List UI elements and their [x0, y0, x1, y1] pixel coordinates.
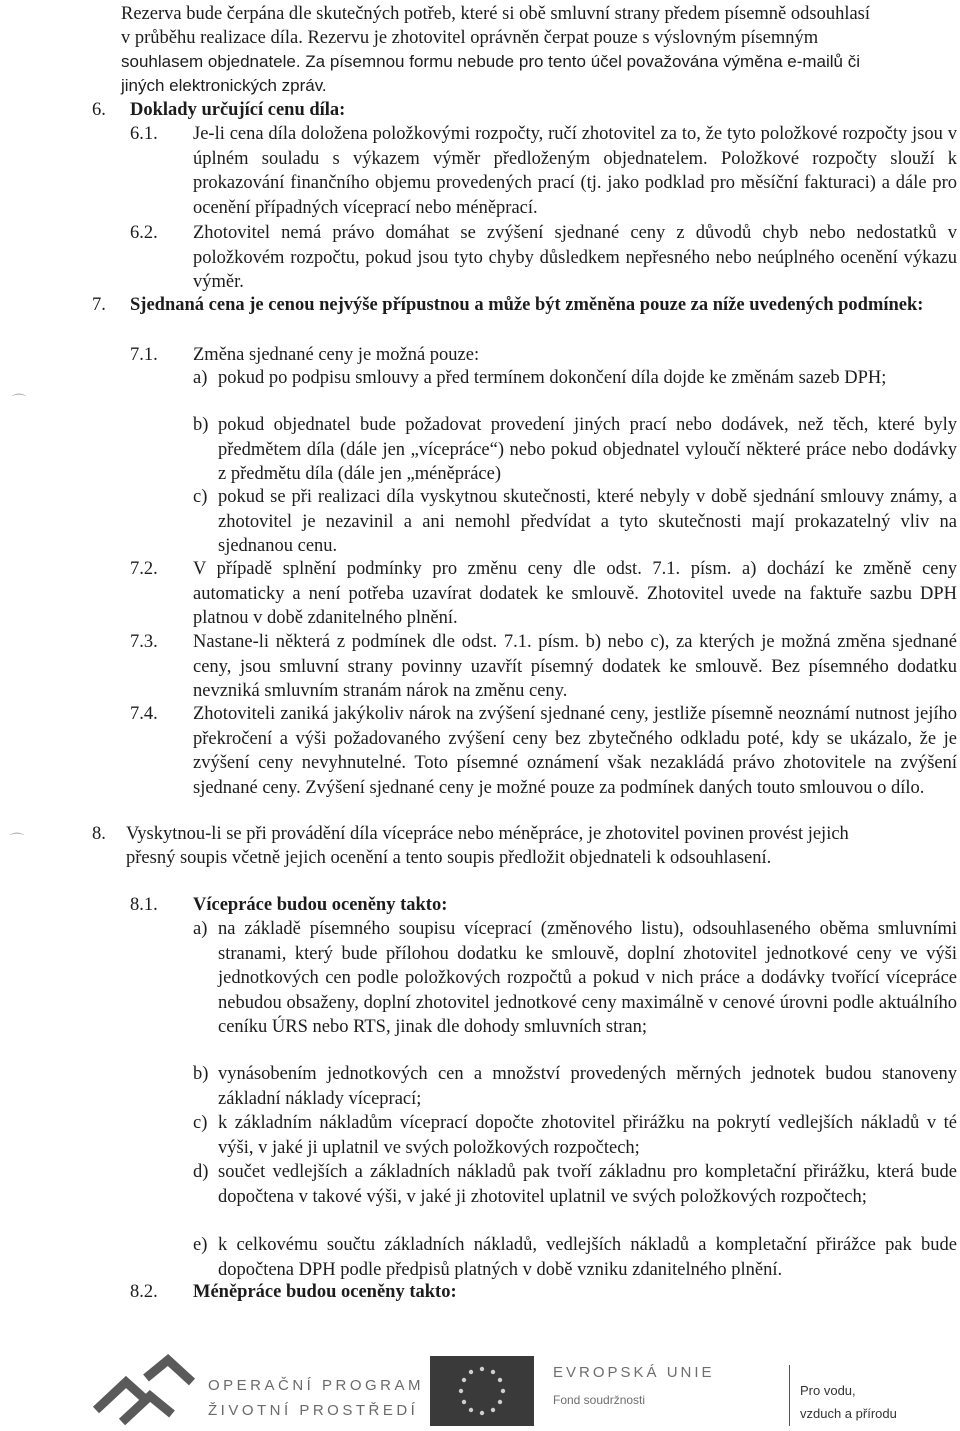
clause-number: 7.2. — [130, 559, 158, 579]
eu-union-title: EVROPSKÁ UNIE — [553, 1364, 715, 1381]
clause-number: 7.3. — [130, 632, 158, 652]
text-line: jiných elektronických zpráv. — [121, 76, 327, 95]
list-label: a) — [193, 919, 208, 939]
clause-number: 7.4. — [130, 704, 158, 724]
clause-text: Zhotovitel nemá právo domáhat se zvýšení sjednané ceny z důvodů chyb nebo nedostatků v položkovém rozpočtu, pokud jsou tyto chyby důsledkem nepřesného nebo neúplného ocenění výkazu výměr. — [193, 223, 957, 292]
list-item: pokud objednatel bude požadovat provedení jiných prací nebo dodávek, než těch, které byly předmětem díla (dále jen „vícepráce“) nebo pokud objednatel vyloučí některé práce nebo dodávky z předmětu díla (dále jen „méněpráce) — [218, 415, 957, 484]
clause-number: 8.1. — [130, 895, 158, 915]
text-line: souhlasem objednatele. Za písemnou formu nebude pro tento účel považována výměna e-mailů či — [121, 52, 860, 71]
slogan-line1: Pro vodu, — [800, 1383, 856, 1398]
list-label: d) — [193, 1162, 209, 1182]
list-label: a) — [193, 368, 208, 388]
op-program-line1: OPERAČNÍ PROGRAM — [208, 1377, 425, 1394]
clause-text: Je-li cena díla doložena položkovými rozpočty, ručí zhotovitel za to, že tyto položkové rozpočty jsou v úplném souladu s výkazem výměr předloženým objednatelem. Položkové rozpočty slouží k prokazování finančního objemu provedených prací (tj. jako podklad pro měsíční fakturaci) a dále pro ocenění případných víceprací nebo méněprací. — [193, 124, 957, 218]
section-number: 6. — [92, 100, 106, 120]
clause-heading: Vícepráce budou oceněny takto: — [193, 895, 448, 915]
list-item: k základním nákladům víceprací dopočte zhotovitel přirážku na pokrytí vedlejších nákladů v té výši, v jaké ji uplatnil ve svých položkových rozpočtech; — [218, 1113, 957, 1158]
op-zp-logo-icon — [88, 1352, 200, 1426]
clause-text: Nastane-li některá z podmínek dle odst. 7.1. písm. b) nebo c), za kterých je možná změna sjednané ceny, jsou smluvní strany povinny uzavřít písemný dodatek ke smlouvě. Bez písemného dodatku nevzniká smluvním stranám nárok na změnu ceny. — [193, 632, 957, 701]
section-number: 7. — [92, 295, 106, 315]
text-line: Vyskytnou-li se při provádění díla vícepráce nebo méněpráce, je zhotovitel povinen provést jejich — [126, 824, 849, 844]
text-line: Rezerva bude čerpána dle skutečných potřeb, které si obě smluvní strany předem písemně odsouhlasí — [121, 4, 871, 24]
eu-flag-icon — [430, 1356, 534, 1426]
section-heading: Sjednaná cena je cenou nejvýše přípustnou a může být změněna pouze za níže uvedených podmínek: — [130, 295, 924, 315]
list-item: pokud se při realizaci díla vyskytnou skutečnosti, které nebyly v době sjednání smlouvy známy, a zhotovitel je nezavinil a ani nemohl předvídat a tyto skutečnosti mají prokazatelný vliv na sjednanou cenu. — [218, 487, 957, 556]
clause-heading: Méněpráce budou oceněny takto: — [193, 1282, 457, 1302]
list-item: pokud po podpisu smlouvy a před termínem dokončení díla dojde ke změnám sazeb DPH; — [218, 368, 887, 388]
clause-text: V případě splnění podmínky pro změnu ceny dle odst. 7.1. písm. a) dochází ke změně ceny automaticky a není potřeba uzavírat dodatek ke smlouvě. Zhotovitel uvede na faktuře sazbu DPH platnou v době zdanitelného plnění. — [193, 559, 957, 628]
list-item: na základě písemného soupisu víceprací (změnového listu), odsouhlaseného oběma smluvními stranami, který bude přílohou dodatku ke smlouvě, doplní zhotovitel jednotkové ceny ve výši jednotkových cen podle položkových rozpočtů a pokud v nich práce a dodávky tvořící vícepráce nebudou obsaženy, doplní zhotovitel jednotkové ceny maximálně v cenové úrovni podle aktuálního ceníku ÚRS nebo RTS, jinak dle dohody smluvních stran; — [218, 919, 957, 1037]
clause-text: Zhotoviteli zaniká jakýkoliv nárok na zvýšení sjednané ceny, jestliže písemně neoznámí nutnost jejího překročení a výši požadovaného zvýšení ceny bez zbytečného odkladu poté, kdy se ukázalo, že je zvýšení ceny nevyhnutelné. Toto písemné oznámení však nezakládá právo zhotovitele na zvýšení sjednané ceny. Zvýšení sjednané ceny je možné pouze za podmínek daných touto smlouvou o dílo. — [193, 704, 957, 798]
eu-fund-subtitle: Fond soudržnosti — [553, 1393, 646, 1407]
clause-text: Změna sjednané ceny je možná pouze: — [193, 345, 480, 365]
section-number: 8. — [92, 824, 106, 844]
list-label: b) — [193, 1064, 209, 1084]
op-program-line2: ŽIVOTNÍ PROSTŘEDÍ — [208, 1402, 419, 1419]
list-item: k celkovému součtu základních nákladů, vedlejších nákladů a kompletační přirážce pak bude dopočtena DPH podle předpisů platných v době vzniku zdanitelného plnění. — [218, 1235, 957, 1280]
clause-number: 6.2. — [130, 223, 158, 243]
clause-number: 6.1. — [130, 124, 158, 144]
clause-number: 8.2. — [130, 1282, 158, 1302]
list-label: c) — [193, 487, 208, 507]
list-label: e) — [193, 1235, 208, 1255]
text-line: v průběhu realizace díla. Rezervu je zhotovitel oprávněn čerpat pouze s výslovným písemným — [121, 28, 819, 48]
list-item: součet vedlejších a základních nákladů pak tvoří základnu pro kompletační přirážku, která bude dopočtena v takové výši, v jaké ji zhotovitel uplatnil ve svých položkových rozpočtech; — [218, 1162, 957, 1207]
list-label: c) — [193, 1113, 208, 1133]
list-item: vynásobením jednotkových cen a množství provedených měrných jednotek budou stanoveny základní náklady víceprací; — [218, 1064, 957, 1109]
slogan-line2: vzduch a přírodu — [800, 1406, 897, 1421]
section-heading: Doklady určující cenu díla: — [130, 100, 346, 120]
scan-mark: ⌒ — [12, 395, 26, 410]
clause-number: 7.1. — [130, 345, 158, 365]
text-line: přesný soupis včetně jejich ocenění a tento soupis předložit objednateli k odsouhlasení. — [126, 848, 772, 868]
footer-divider — [789, 1365, 790, 1426]
list-label: b) — [193, 415, 209, 435]
scan-mark: ⌒ — [10, 834, 24, 849]
